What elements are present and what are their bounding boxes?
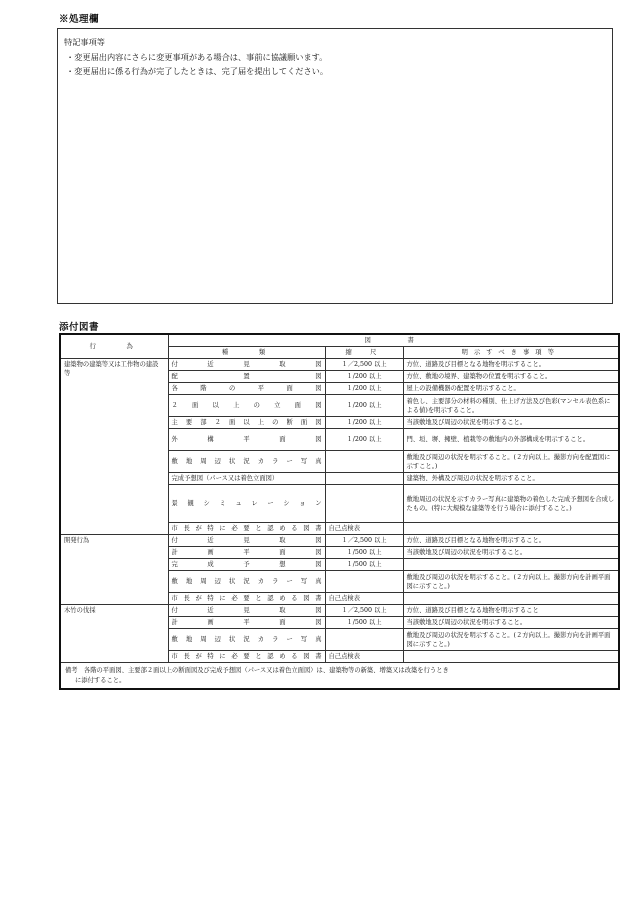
kind-cell: 敷地周辺状況カラー写真 [168,629,325,651]
kind-cell: 付近見取図 [168,535,325,547]
scale-cell: １/500 以上 [325,547,403,559]
kind-cell: 景観シミュレーション [168,485,325,523]
scale-cell: 自己点検表 [325,651,403,663]
header-specify: 明示すべき事項等 [403,347,619,359]
remarks-note: ・変更届出に係る行為が完了したときは、完了届を提出してください。 [66,66,329,76]
action-cell: 建築物の建築等又は工作物の建設等 [60,359,168,535]
kind-cell: 主要部２面以上の断面図 [168,417,325,429]
spec-cell: 敷地周辺の状況を示すカラー写真に建築物の着色した完成予想図を合成したもの。(特に大規模な建築等を行う場合に添付すること。) [403,485,619,523]
kind-cell: 付近見取図 [168,605,325,617]
scale-cell [325,571,403,593]
header-kind: 種 類 [168,347,325,359]
table-row [60,605,619,617]
kind-cell: 外構平面図 [168,429,325,451]
spec-cell: 方位、敷地の境界、建築物の位置を明示すること。 [403,371,619,383]
header-action: 行 為 [60,334,168,359]
spec-cell: 方位、道路及び目標となる地物を明示すること。 [403,535,619,547]
spec-cell: 方位、道路及び目標となる地物を明示すること。 [403,359,619,371]
spec-cell: 屋上の設備機器の配置を明示すること。 [403,383,619,395]
table-row [60,535,619,547]
kind-cell: 市長が特に必要と認める図書 [168,593,325,605]
table-row [60,359,619,371]
scale-cell: １/200 以上 [325,429,403,451]
spec-cell [403,559,619,571]
scale-cell: １／2,500 以上 [325,359,403,371]
spec-cell: 建築物、外構及び周辺の状況を明示すること。 [403,473,619,485]
spec-cell [403,593,619,605]
remarks-title: 特記事項等 [64,37,105,47]
remarks-box [57,28,613,304]
kind-cell: 完成予想図 [168,559,325,571]
spec-cell: 当該敷地及び周辺の状況を明示すること。 [403,547,619,559]
scale-cell: １／2,500 以上 [325,535,403,547]
scale-cell: １/500 以上 [325,617,403,629]
kind-cell: ２面以上の立面図 [168,395,325,417]
remarks-heading: ※処理欄 [59,14,100,25]
spec-cell: 当該敷地及び周辺の状況を明示すること。 [403,417,619,429]
spec-cell: 敷地及び周辺の状況を明示すること。(２方向以上。撮影方向を計画平面図に示すこと。) [403,629,619,651]
scale-cell: １/200 以上 [325,383,403,395]
kind-cell: 計画平面図 [168,617,325,629]
kind-cell: 計画平面図 [168,547,325,559]
action-cell: 木竹の伐採 [60,605,168,663]
table-body [60,359,619,663]
kind-cell: 市長が特に必要と認める図書 [168,523,325,535]
spec-cell: 着色し、主要部分の材料の種別、仕上げ方法及び色彩(マンセル表色系による値)を明示すること。 [403,395,619,417]
scale-cell: １/200 以上 [325,395,403,417]
scale-cell [325,485,403,523]
spec-cell [403,651,619,663]
footer-remark [60,663,619,690]
kind-cell: 付近見取図 [168,359,325,371]
spec-cell [403,523,619,535]
footer-remark-line: に添付すること。 [75,676,126,684]
scale-cell [325,473,403,485]
header-documents: 図 書 [168,334,619,347]
kind-cell: 敷地周辺状況カラー写真 [168,571,325,593]
spec-cell: 方位、道路及び目標となる地物を明示すること [403,605,619,617]
scale-cell: 自己点検表 [325,523,403,535]
attached-docs-heading: 添付図書 [59,322,100,333]
kind-cell: 完成予想図（パース又は着色立面図） [168,473,325,485]
scale-cell: 自己点検表 [325,593,403,605]
scale-cell [325,629,403,651]
kind-cell: 各階の平面図 [168,383,325,395]
table-header-row [60,334,619,347]
kind-cell: 配置図 [168,371,325,383]
header-scale: 縮 尺 [325,347,403,359]
spec-cell: 敷地及び周辺の状況を明示すること。(２方向以上。撮影方向を配置図に示すこと。) [403,451,619,473]
scale-cell: １/500 以上 [325,559,403,571]
scale-cell: １/200 以上 [325,417,403,429]
scale-cell: １/200 以上 [325,371,403,383]
spec-cell: 門、垣、塀、擁壁、植栽等の敷地内の外部構成を明示すること。 [403,429,619,451]
kind-cell: 敷地周辺状況カラー写真 [168,451,325,473]
footer-remark-line: 備考 各階の平面図、主要部２面以上の断面図及び完成予想図（パース又は着色立面図）は、建築物等の新築、増築又は改築を行うとき [65,667,449,674]
action-cell: 開発行為 [60,535,168,605]
footer-row [60,663,619,690]
spec-cell: 敷地及び周辺の状況を明示すること。(２方向以上。撮影方向を計画平面図に示すこと。) [403,571,619,593]
attached-docs-table [59,333,620,690]
kind-cell: 市長が特に必要と認める図書 [168,651,325,663]
scale-cell: １／2,500 以上 [325,605,403,617]
scale-cell [325,451,403,473]
spec-cell: 当該敷地及び周辺の状況を明示すること。 [403,617,619,629]
remarks-note: ・変更届出内容にさらに変更事項がある場合は、事前に協議願います。 [66,51,328,62]
